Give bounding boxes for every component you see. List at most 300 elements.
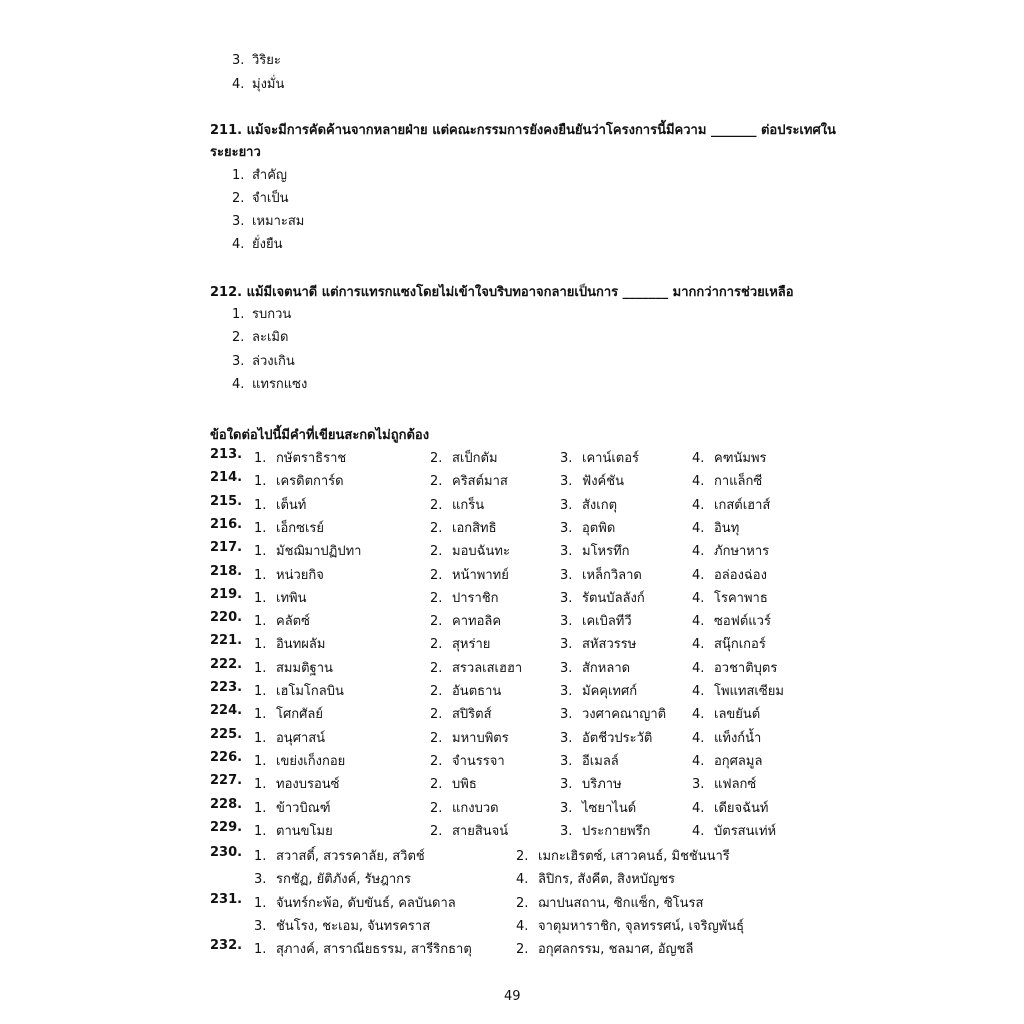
choice-number: 1. (254, 660, 267, 676)
choice-text: ฌาปนสถาน, ซิกแซ็ก, ซิโนรส (538, 895, 704, 911)
choice (692, 703, 760, 724)
option-text: วิริยะ (252, 53, 281, 68)
choice-text: กาแล็กซี (714, 474, 763, 490)
choice-text: เมกะเฮิรตซ์, เสาวคนธ์, มิชชันนารี (538, 849, 730, 864)
question-number: 227. (210, 773, 243, 789)
question-row (210, 868, 810, 888)
question-211-line1: 211. แม้จะมีการคัดค้านจากหลายฝ่าย แต่คณะกรรมการยังคงยืนยันว่าโครงการนี้มีความ _______ ต่อประเทศใน (210, 123, 836, 138)
choice-text: ลิปิกร, สังคีต, สิงหบัญชร (538, 872, 676, 888)
choice-number: 1. (254, 451, 267, 466)
option-text: มุ่งมั่น (252, 77, 285, 92)
option-text: ละเมิด (252, 330, 289, 345)
choice-text: ปาราชิก (452, 590, 499, 606)
choice (254, 797, 331, 818)
choice-number: 4. (516, 872, 529, 888)
choice-number: 4. (692, 684, 705, 699)
question-number: 224. (210, 703, 243, 719)
question-number: 219. (210, 586, 243, 602)
choice-text: แฟลกซ์ (714, 777, 757, 793)
choice-number: 2. (430, 684, 443, 699)
question-row (210, 587, 810, 607)
question-number: 220. (210, 610, 243, 626)
choice-number: 4. (692, 823, 705, 839)
option-text: แทรกแซง (252, 377, 308, 392)
choice-number: 1. (254, 777, 267, 793)
choice-text: บริภาษ (582, 777, 622, 793)
choice (254, 564, 324, 585)
choice-number: 2. (430, 777, 443, 793)
choice-text: อุตพิด (582, 520, 616, 536)
choice-text: เกสต์เฮาส์ (714, 497, 771, 513)
question-row (210, 915, 810, 935)
choice-text: คฑนัมพร (714, 451, 767, 466)
choice-number: 2. (430, 800, 443, 816)
choice-number: 2. (430, 474, 443, 490)
choice (430, 680, 501, 701)
choice (692, 773, 756, 794)
choice (692, 680, 784, 701)
option-text: รบกวน (252, 307, 292, 322)
choice-text: ประกายพรึก (582, 823, 651, 839)
choice-text: เดียจฉันท์ (714, 800, 769, 816)
choice (692, 470, 762, 491)
choice-text: อกุศลกรรม, ชลมาศ, อัญชลี (538, 942, 694, 958)
question-number: 221. (210, 633, 243, 649)
choice (254, 540, 361, 561)
choice-number: 4. (692, 451, 705, 466)
choice (254, 587, 306, 608)
question-number: 226. (210, 749, 243, 765)
choice (560, 703, 666, 724)
choice-number: 3. (560, 474, 573, 490)
choice (560, 727, 652, 748)
choice-number: 4. (692, 753, 705, 769)
option-number: 2. (232, 191, 245, 206)
choice (692, 750, 762, 771)
choice (560, 797, 636, 818)
choice-text: ไซยาไนด์ (582, 800, 637, 816)
choice-number: 2. (516, 895, 529, 911)
choice-text: ข้าวบิณฑ์ (276, 800, 331, 816)
option-number: 2. (232, 330, 245, 345)
choice-text: อกุศลมูล (714, 753, 763, 769)
option-number: 4. (232, 377, 245, 392)
choice-number: 1. (254, 497, 267, 513)
choice (430, 750, 505, 771)
choice-text: รัตนบัลลังก์ (582, 590, 645, 606)
choice (516, 868, 675, 889)
choice-number: 4. (692, 567, 705, 583)
choice-number: 1. (254, 684, 267, 699)
question-row (210, 727, 810, 747)
choice-number: 1. (254, 730, 267, 746)
choice (254, 868, 411, 889)
choice-text: สปิริตส์ (452, 707, 492, 723)
choice-number: 3. (560, 660, 573, 676)
choice (254, 845, 425, 866)
choice-text: เทพิน (276, 590, 307, 606)
question-number: 230. (210, 845, 243, 860)
choice-text: เอ็กซเรย์ (276, 520, 324, 536)
choice-text: จำนรรจา (452, 753, 505, 769)
choice (430, 447, 498, 468)
choice (254, 750, 345, 771)
choice-text: เฮโมโกลบิน (276, 684, 344, 699)
choice-number: 3. (560, 684, 573, 699)
choice (430, 703, 492, 724)
question-row (210, 447, 810, 467)
choice-number: 4. (692, 497, 705, 513)
choice-number: 1. (254, 590, 267, 606)
question-number: 225. (210, 726, 243, 742)
choice-number: 1. (254, 520, 267, 536)
choice-number: 2. (516, 849, 529, 864)
choice-number: 3. (560, 614, 573, 630)
option-number: 3. (232, 214, 245, 229)
option-text: จำเป็น (252, 191, 289, 206)
choice-number: 1. (254, 753, 267, 769)
choice-text: อีเมลล์ (582, 753, 619, 769)
choice-number: 3. (692, 777, 705, 793)
choice-text: อินทุ (714, 520, 740, 536)
choice-text: สมมติฐาน (276, 660, 333, 676)
choice-number: 3. (560, 823, 573, 839)
choice-number: 1. (254, 637, 267, 653)
choice (560, 657, 630, 678)
choice-number: 2. (430, 520, 443, 536)
choice (560, 587, 645, 608)
choice-text: จาตุมหาราชิก, จุลทรรศน์, เจริญพันธุ์ (538, 918, 745, 934)
choice-text: อนุศาสน์ (276, 730, 326, 746)
choice-number: 4. (692, 520, 705, 536)
question-row (210, 938, 810, 958)
question-number: 229. (210, 819, 243, 835)
choice-number: 3. (560, 567, 573, 583)
choice-number: 2. (430, 451, 443, 466)
question-row (210, 540, 810, 560)
choice-text: อัตชีวประวัติ (582, 730, 653, 746)
choice (254, 938, 472, 959)
choice-number: 3. (254, 918, 267, 934)
choice-number: 3. (560, 590, 573, 606)
choice (254, 892, 456, 913)
question-211-line2: ระยะยาว (210, 145, 261, 160)
choice-number: 1. (254, 567, 267, 583)
choice-text: คลัตซ์ (276, 614, 310, 630)
option-number: 4. (232, 77, 245, 92)
choice (692, 564, 767, 585)
question-number: 231. (210, 891, 243, 907)
choice-text: สวาสดิ์, สวรรคาลัย, สวิตช์ (276, 849, 425, 864)
choice (254, 915, 430, 936)
question-number: 223. (210, 680, 243, 695)
choice-number: 3. (560, 520, 573, 536)
question-row (210, 564, 810, 584)
choice-text: ทองบรอนซ์ (276, 777, 340, 793)
choice-text: ตานขโมย (276, 823, 333, 839)
question-number: 222. (210, 656, 243, 672)
question-row (210, 750, 810, 770)
question-number: 232. (210, 938, 243, 954)
choice-number: 3. (560, 753, 573, 769)
choice-text: อวชาติบุตร (714, 660, 778, 676)
choice-text: แกร็น (452, 497, 485, 513)
choice-number: 1. (254, 849, 267, 864)
option-number: 3. (232, 53, 245, 68)
choice-text: มัคคุเทศก์ (582, 684, 638, 699)
option-number: 1. (232, 168, 245, 183)
option-number: 3. (232, 354, 245, 369)
choice-text: วงศาคณาญาติ (582, 707, 667, 723)
choice-number: 3. (560, 497, 573, 513)
choice-number: 4. (692, 544, 705, 560)
option-text: ล่วงเกิน (252, 354, 295, 369)
choice-number: 3. (560, 777, 573, 793)
choice-text: จันทร์กะพ้อ, ดับขันธ์, คลบันดาล (276, 895, 456, 911)
choice-number: 1. (254, 707, 267, 723)
choice-text: ภักษาหาร (714, 544, 770, 560)
question-row (210, 773, 810, 793)
choice (430, 610, 501, 631)
choice-number: 4. (692, 660, 705, 676)
choice-text: อล่องฉ่อง (714, 567, 767, 583)
choice (430, 540, 510, 561)
option-number: 4. (232, 237, 245, 252)
choice (560, 564, 642, 585)
choice-text: มหาบพิตร (452, 730, 509, 746)
choice-number: 2. (430, 637, 443, 653)
choice (430, 587, 499, 608)
choice-text: ซอฟต์แวร์ (714, 614, 771, 630)
choice-number: 2. (430, 823, 443, 839)
choice (560, 470, 624, 491)
choice (692, 820, 776, 841)
choice (430, 517, 497, 538)
choice-number: 1. (254, 800, 267, 816)
choice (516, 892, 703, 913)
choice (692, 540, 769, 561)
question-row (210, 470, 810, 490)
choice-number: 4. (692, 590, 705, 606)
choice-text: บัตรสนเท่ห์ (714, 823, 777, 839)
choice-text: คาทอลิค (452, 614, 502, 630)
choice-number: 2. (430, 590, 443, 606)
question-212-line1: 212. แม้มีเจตนาดี แต่การแทรกแซงโดยไม่เข้าใจบริบทอาจกลายเป็นการ _______ มากกว่าการช่วยเหลือ (210, 285, 794, 300)
question-row (210, 703, 810, 723)
option-text: สำคัญ (252, 168, 288, 183)
choice (254, 610, 310, 631)
choice-text: สักหลาด (582, 660, 631, 676)
choice-number: 4. (692, 474, 705, 490)
choice-number: 3. (560, 544, 573, 560)
choice-text: สรวลเสเฮฮา (452, 660, 523, 676)
choice (254, 517, 324, 538)
choice (692, 494, 770, 515)
option-number: 1. (232, 307, 245, 322)
question-number: 216. (210, 516, 243, 532)
question-row (210, 494, 810, 514)
choice-text: เหล็กวิลาด (582, 567, 642, 583)
choice (692, 797, 768, 818)
choice-number: 4. (516, 918, 529, 934)
choice-text: รกชัฏ, ยัติภังค์, รัษฎากร (276, 872, 412, 888)
page-number: 49 (504, 989, 521, 1004)
choice (254, 727, 325, 748)
choice-number: 4. (692, 730, 705, 746)
choice-text: สุภางค์, สาราณียธรรม, สารีริกธาตุ (276, 942, 472, 958)
choice-number: 3. (560, 730, 573, 746)
choice (254, 470, 344, 491)
section-heading: ข้อใดต่อไปนี้มีคำที่เขียนสะกดไม่ถูกต้อง (210, 428, 430, 443)
choice (430, 773, 477, 794)
choice-number: 1. (254, 823, 267, 839)
choice-text: โพแทสเซียม (714, 684, 784, 699)
choice-number: 2. (430, 730, 443, 746)
choice-text: โศกศัลย์ (276, 707, 323, 723)
choice-text: แกงบวด (452, 800, 499, 816)
choice (516, 915, 744, 936)
choice (692, 610, 771, 631)
choice-text: เคาน์เตอร์ (582, 451, 640, 466)
choice (430, 657, 522, 678)
choice (430, 470, 508, 491)
choice-text: อินทผลัม (276, 637, 326, 653)
choice (430, 820, 508, 841)
choice-text: เอกสิทธิ (452, 520, 497, 536)
choice-text: หน่วยกิจ (276, 567, 324, 583)
choice-number: 3. (560, 800, 573, 816)
choice (430, 797, 499, 818)
question-row (210, 797, 810, 817)
choice-text: สเป็กตัม (452, 451, 498, 466)
choice (560, 517, 615, 538)
choice-number: 1. (254, 544, 267, 560)
choice (254, 447, 346, 468)
choice-number: 2. (430, 544, 443, 560)
choice-text: บพิธ (452, 777, 477, 793)
choice-text: อันตธาน (452, 684, 502, 699)
choice (692, 447, 767, 468)
choice-text: แท็งก์น้ำ (714, 730, 762, 746)
choice-number: 4. (692, 614, 705, 630)
choice-number: 4. (692, 637, 705, 653)
choice-number: 3. (254, 872, 267, 888)
choice (254, 680, 344, 701)
choice-text: สายสินจน์ (452, 823, 509, 839)
option-text: ยั่งยืน (252, 237, 283, 252)
choice (692, 587, 768, 608)
question-row (210, 610, 810, 630)
choice (692, 517, 739, 538)
question-number: 218. (210, 563, 243, 579)
choice-text: เขย่งเก็งกอย (276, 753, 346, 769)
choice-number: 2. (516, 942, 529, 958)
choice-text: เลขยันต์ (714, 707, 761, 723)
choice (254, 657, 333, 678)
choice (430, 564, 509, 585)
choice-number: 3. (560, 451, 573, 466)
choice-text: ฟังค์ชัน (582, 474, 624, 490)
choice (560, 820, 650, 841)
choice (560, 680, 637, 701)
choice-text: เคเบิลทีวี (582, 614, 632, 630)
question-number: 213. (210, 447, 243, 462)
choice-number: 2. (430, 497, 443, 513)
choice-number: 2. (430, 567, 443, 583)
choice-text: ชันโรง, ชะเอม, จันทรคราส (276, 918, 431, 934)
choice (692, 633, 766, 654)
choice-number: 3. (560, 707, 573, 723)
question-number: 214. (210, 470, 243, 486)
choice (692, 657, 777, 678)
choice-number: 4. (692, 800, 705, 816)
choice-text: หน้าพาทย์ (452, 567, 509, 583)
choice-number: 1. (254, 942, 267, 958)
question-row (210, 517, 810, 537)
question-number: 217. (210, 540, 243, 556)
question-row (210, 820, 810, 840)
question-row (210, 633, 810, 653)
choice-number: 2. (430, 753, 443, 769)
choice (254, 703, 323, 724)
option-text: เหมาะสม (252, 214, 305, 229)
choice-number: 2. (430, 614, 443, 630)
choice (516, 845, 730, 866)
choice (560, 447, 639, 468)
choice-text: สุหร่าย (452, 637, 491, 653)
question-number: 215. (210, 493, 243, 509)
choice-text: กษัตราธิราช (276, 451, 347, 466)
choice-number: 1. (254, 614, 267, 630)
choice (254, 494, 306, 515)
question-row (210, 845, 810, 865)
question-row (210, 892, 810, 912)
choice-number: 1. (254, 895, 267, 911)
choice-text: มัชฌิมาปฏิปทา (276, 544, 362, 560)
choice (692, 727, 761, 748)
choice (254, 773, 339, 794)
question-row (210, 680, 810, 700)
choice (516, 938, 693, 959)
choice-text: สหัสวรรษ (582, 637, 637, 653)
choice-text: คริสต์มาส (452, 474, 508, 490)
choice-number: 4. (692, 707, 705, 723)
choice (430, 633, 490, 654)
question-number: 228. (210, 796, 243, 812)
choice-text: มอบฉันทะ (452, 544, 510, 560)
question-row (210, 657, 810, 677)
choice (430, 727, 509, 748)
choice (254, 820, 333, 841)
choice (560, 540, 630, 561)
choice (560, 610, 632, 631)
choice-text: มโหรทึก (582, 544, 630, 560)
choice-text: เต็นท์ (276, 497, 307, 513)
choice-number: 3. (560, 637, 573, 653)
choice (254, 633, 325, 654)
choice-text: โรคาพาธ (714, 590, 768, 606)
choice-number: 2. (430, 707, 443, 723)
choice (430, 494, 484, 515)
choice (560, 750, 619, 771)
choice-text: สนุ๊กเกอร์ (714, 637, 766, 653)
choice (560, 773, 622, 794)
choice-number: 1. (254, 474, 267, 490)
choice-text: สังเกตุ (582, 497, 618, 513)
choice-text: เครดิตการ์ด (276, 474, 344, 490)
choice (560, 633, 636, 654)
choice-number: 2. (430, 660, 443, 676)
